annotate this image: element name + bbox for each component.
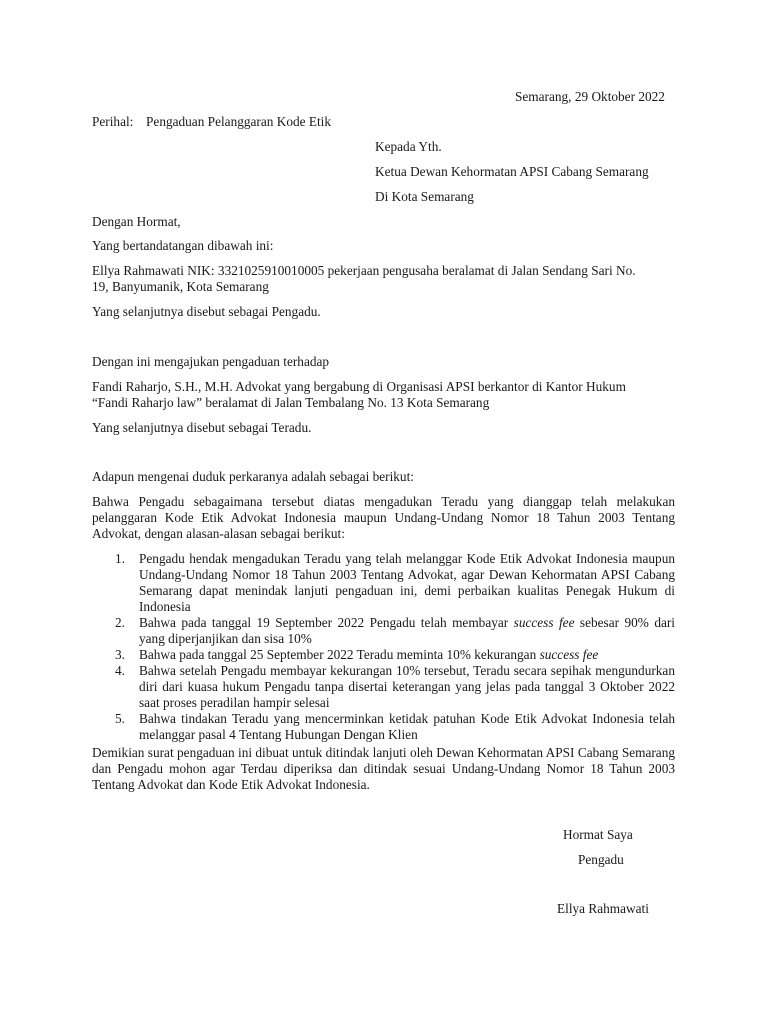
complainant-reference: Yang selanjutnya disebut sebagai Pengadu.	[92, 304, 321, 319]
subject-label: Perihal:	[92, 114, 134, 129]
signature-name: Ellya Rahmawati	[557, 901, 649, 916]
respondent-reference: Yang selanjutnya disebut sebagai Teradu.	[92, 420, 312, 435]
subject-value: Pengaduan Pelanggaran Kode Etik	[146, 114, 332, 129]
list-item-text: Pengadu hendak mengadukan Teradu yang telah melanggar Kode Etik Advokat Indonesia maupun Undang-Undang Nomor 18 Tahun 2003 Tentang Advokat, agar Dewan Kehormatan APSI Cabang Semarang dapat menindak lanjuti pengaduan ini, demi perbaikan kualitas Penegak Hukum di Indonesia	[139, 551, 675, 614]
list-item-text: Bahwa pada tanggal 25 September 2022 Teradu meminta 10% kekurangan success fee	[139, 647, 599, 662]
list-item-number: 1.	[115, 551, 125, 566]
complaint-intro: Dengan ini mengajukan pengaduan terhadap	[92, 354, 330, 369]
recipient-greeting: Kepada Yth.	[375, 139, 442, 154]
list-item-number: 5.	[115, 711, 125, 726]
intro-line: Yang bertandatangan dibawah ini:	[92, 238, 274, 253]
salutation: Dengan Hormat,	[92, 214, 181, 229]
list-item-number: 2.	[115, 615, 125, 630]
list-item-number: 4.	[115, 663, 125, 678]
reasons-list	[92, 551, 675, 743]
list-item	[92, 711, 675, 743]
list-item	[92, 647, 675, 663]
signature-role: Pengadu	[578, 852, 624, 867]
complainant-line-1: Ellya Rahmawati NIK: 3321025910010005 pekerjaan pengusaha beralamat di Jalan Sendang Sari No.	[92, 263, 636, 278]
list-item-text: Bahwa tindakan Teradu yang mencerminkan ketidak patuhan Kode Etik Advokat Indonesia telah melanggar pasal 4 Tentang Hubungan Dengan Klien	[139, 711, 675, 742]
subject-line	[92, 114, 331, 130]
respondent-line-2: “Fandi Raharjo law” beralamat di Jalan Tembalang No. 13 Kota Semarang	[92, 395, 490, 410]
closing-paragraph: Demikian surat pengaduan ini dibuat untuk ditindak lanjuti oleh Dewan Kehormatan APSI Cabang Semarang dan Pengadu mohon agar Terdau diperiksa dan ditindak sesuai Undang-Undang Nomor 18 Tahun 2003 Tentang Advokat dan Kode Etik Advokat Indonesia.	[92, 745, 675, 792]
list-item	[92, 551, 675, 615]
recipient-title: Ketua Dewan Kehormatan APSI Cabang Semarang	[375, 164, 649, 179]
list-item-text: Bahwa setelah Pengadu membayar kekurangan 10% tersebut, Teradu secara sepihak mengundurkan diri dari kuasa hukum Pengadu tanpa disertai keterangan yang jelas pada tanggal 3 Oktober 2022 saat proses peradilan hampir selesai	[139, 663, 675, 710]
case-body: Bahwa Pengadu sebagaimana tersebut diatas mengadukan Teradu yang dianggap telah melakukan pelanggaran Kode Etik Advokat Indonesia maupun Undang-Undang Nomor 18 Tahun 2003 Tentang Advokat, dengan alasan-alasan sebagai berikut:	[92, 494, 675, 541]
list-item-text: Bahwa pada tanggal 19 September 2022 Pengadu telah membayar success fee sebesar 90% dari yang diperjanjikan dan sisa 10%	[139, 615, 675, 646]
recipient-location: Di Kota Semarang	[375, 189, 474, 204]
list-item	[92, 663, 675, 711]
respondent-line-1: Fandi Raharjo, S.H., M.H. Advokat yang bergabung di Organisasi APSI berkantor di Kantor Hukum	[92, 379, 626, 394]
complainant-line-2: 19, Banyumanik, Kota Semarang	[92, 279, 269, 294]
list-item	[92, 615, 675, 647]
letter-date: Semarang, 29 Oktober 2022	[515, 89, 665, 104]
list-item-number: 3.	[115, 647, 125, 662]
signature-regards: Hormat Saya	[563, 827, 633, 842]
case-intro: Adapun mengenai duduk perkaranya adalah sebagai berikut:	[92, 469, 414, 484]
